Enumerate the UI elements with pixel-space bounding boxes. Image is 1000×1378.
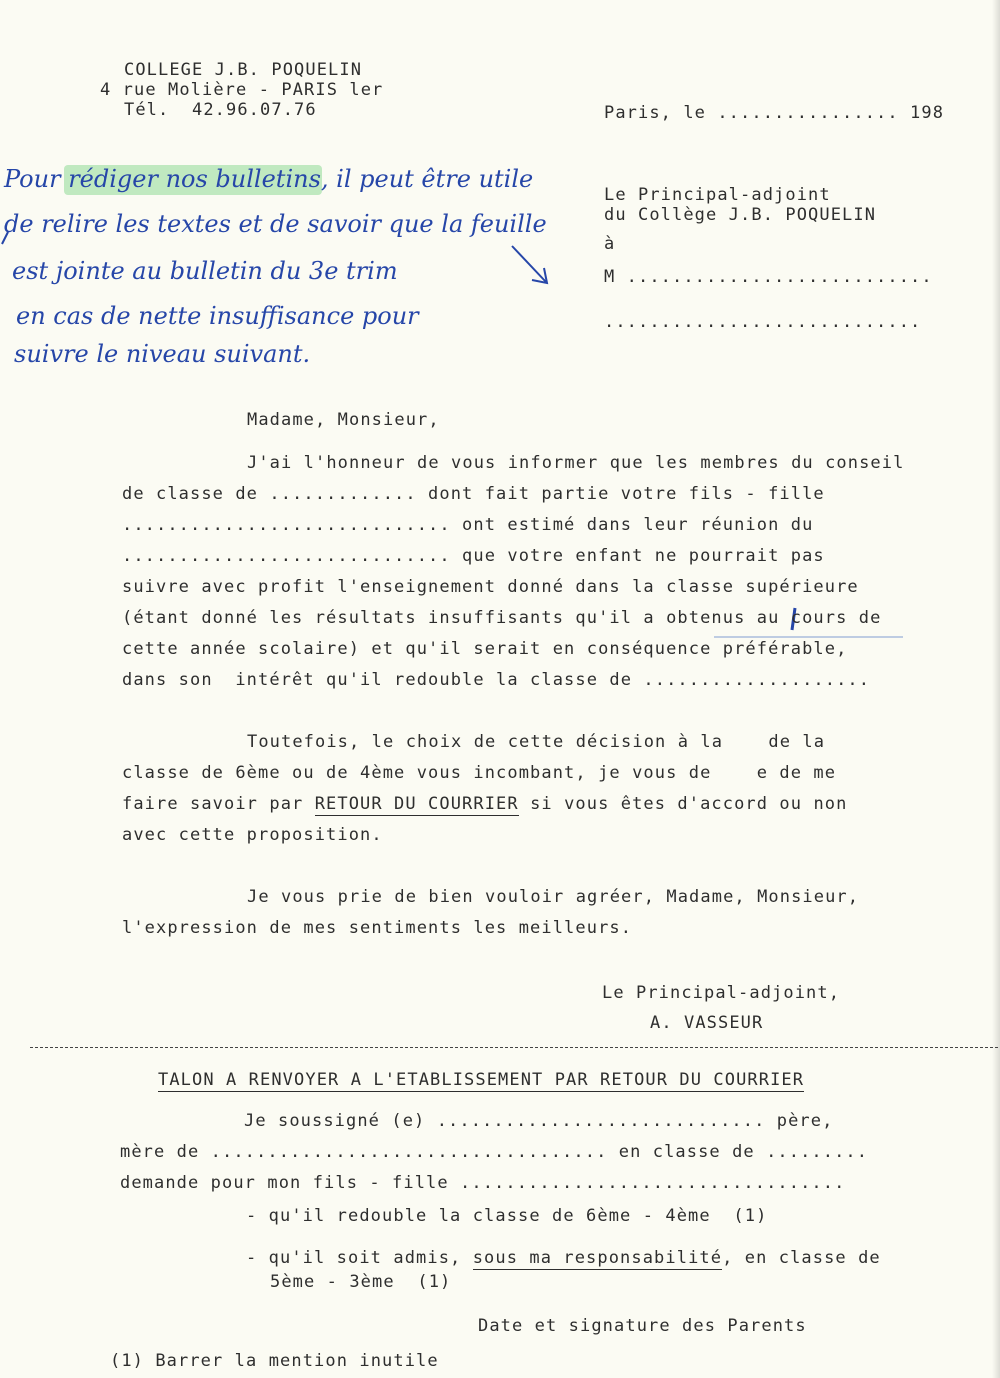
slip-option1: - qu'il redouble la classe de 6ème - 4ème (1) bbox=[246, 1206, 768, 1226]
recipient-line2: du Collège J.B. POQUELIN bbox=[604, 205, 877, 225]
recipient-line3: à bbox=[604, 234, 616, 254]
paragraph2-line2: classe de 6ème ou de 4ème vous incombant, je vous de e de me bbox=[122, 763, 837, 783]
retour-du-courrier-underlined: RETOUR DU COURRIER bbox=[314, 794, 519, 814]
paragraph1-line: ............................. que votre enfant ne pourrait pas bbox=[122, 546, 825, 566]
paragraph1-line: ............................. ont estimé dans leur réunion du bbox=[122, 515, 814, 535]
handwritten-note-line3: est jointe au bulletin du 3e trim bbox=[12, 257, 398, 285]
slip-line2: mère de ................................... en classe de ......... bbox=[120, 1142, 869, 1162]
paragraph1-line: suivre avec profit l'enseignement donné dans la classe supérieure bbox=[122, 577, 859, 597]
paragraph1-line: de classe de ............. dont fait partie votre fils - fille bbox=[122, 484, 825, 504]
sous-ma-responsabilite-underlined: sous ma responsabilité bbox=[472, 1248, 723, 1268]
paragraph2-line4: avec cette proposition. bbox=[122, 825, 383, 845]
paragraph1-line: (étant donné les résultats insuffisants qu'il a obtenus au cours de bbox=[122, 608, 882, 628]
handwritten-note-line5: suivre le niveau suivant. bbox=[14, 340, 311, 368]
paragraph2-line3-b: si vous êtes d'accord ou non bbox=[518, 794, 848, 814]
handwritten-note-line1-a: Pour bbox=[4, 165, 69, 193]
cut-line-divider bbox=[30, 1047, 998, 1048]
salutation: Madame, Monsieur, bbox=[247, 410, 440, 430]
recipient-line1: Le Principal-adjoint bbox=[604, 185, 831, 205]
paragraph2-line3-a: faire savoir par bbox=[122, 794, 315, 814]
paragraph1-line: dans son intérêt qu'il redouble la classe de .................... bbox=[122, 670, 871, 690]
recipient-line4: M ........................... bbox=[604, 267, 933, 287]
date-signature-label: Date et signature des Parents bbox=[478, 1316, 807, 1336]
slip-title bbox=[158, 1070, 804, 1090]
signature-title: Le Principal-adjoint, bbox=[602, 983, 841, 1003]
recipient-line5: ............................ bbox=[604, 312, 922, 332]
school-name: COLLEGE J.B. POQUELIN bbox=[124, 60, 363, 80]
paragraph3-line: l'expression de mes sentiments les meilleurs. bbox=[122, 918, 633, 938]
handwritten-note-line4: en cas de nette insuffisance pour bbox=[16, 302, 419, 330]
paragraph2-line1: Toutefois, le choix de cette décision à la de la bbox=[247, 732, 826, 752]
footnote: (1) Barrer la mention inutile bbox=[110, 1351, 439, 1371]
handwritten-note-highlighted: rédiger nos bulletins bbox=[68, 165, 321, 193]
slip-option2-a: - qu'il soit admis, bbox=[246, 1248, 473, 1268]
paragraph2-line3 bbox=[122, 794, 847, 814]
slip-option2 bbox=[246, 1248, 881, 1268]
slip-title-text: TALON A RENVOYER A L'ETABLISSEMENT PAR RETOUR DU COURRIER bbox=[158, 1070, 805, 1090]
signature-name: A. VASSEUR bbox=[650, 1013, 764, 1033]
school-address: 4 rue Molière - PARIS ler bbox=[100, 80, 384, 100]
slip-line3: demande pour mon fils - fille .................................. bbox=[120, 1173, 846, 1193]
place-date: Paris, le ................ 198 bbox=[604, 103, 945, 123]
paragraph1-line: J'ai l'honneur de vous informer que les membres du conseil bbox=[247, 453, 905, 473]
handwritten-note-line1-b: , il peut être utile bbox=[320, 165, 534, 193]
slip-option2-b: , en classe de bbox=[722, 1248, 881, 1268]
paragraph3-line: Je vous prie de bien vouloir agréer, Madame, Monsieur, bbox=[247, 887, 860, 907]
handwritten-note-line2: de relire les textes et de savoir que la feuille bbox=[4, 210, 547, 238]
slip-option2-line2: 5ème - 3ème (1) bbox=[270, 1272, 452, 1292]
slip-line1: Je soussigné (e) ............................. père, bbox=[244, 1111, 834, 1131]
paragraph1-line: cette année scolaire) et qu'il serait en conséquence préférable, bbox=[122, 639, 848, 659]
school-phone: Tél. 42.96.07.76 bbox=[124, 100, 317, 120]
